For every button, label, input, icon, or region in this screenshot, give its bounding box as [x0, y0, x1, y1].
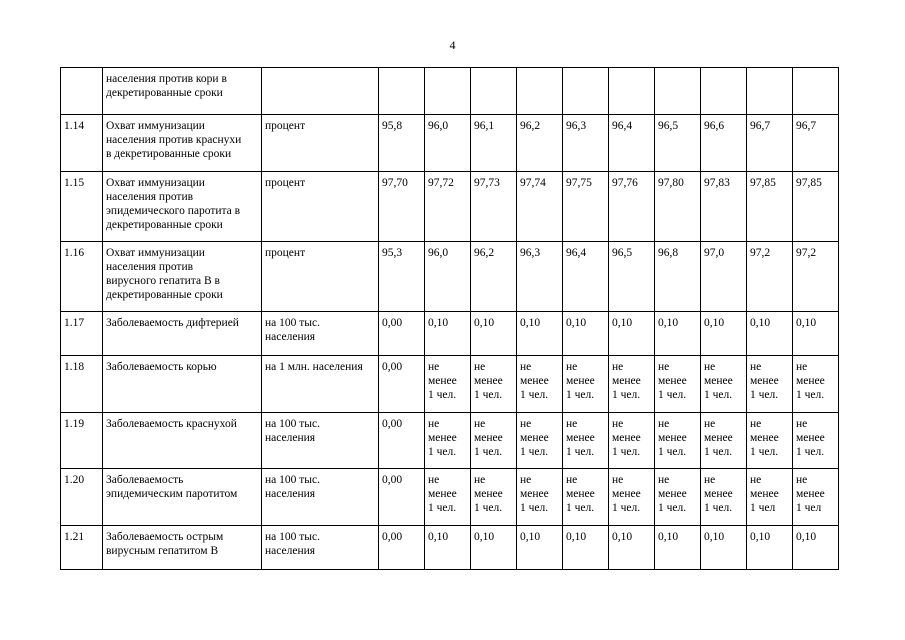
row-number-cell [61, 413, 103, 469]
unit-cell [262, 356, 379, 413]
value-cell-text: 97,72 [428, 177, 454, 189]
value-cell-text: 0,10 [566, 317, 587, 329]
value-cell-text: не менее 1 чел. [520, 418, 549, 458]
value-cell [425, 115, 471, 172]
value-cell-text: 96,3 [520, 247, 541, 259]
indicator-name-cell-text: Заболеваемость краснухой [106, 418, 237, 430]
value-cell [563, 312, 609, 356]
value-cell-text: не менее 1 чел. [520, 361, 549, 401]
row-number-cell-text: 1.15 [64, 177, 85, 189]
value-cell-text: 0,00 [382, 418, 403, 430]
value-cell-text: не менее 1 чел. [474, 474, 503, 514]
value-cell [701, 115, 747, 172]
indicator-name-cell [103, 68, 262, 115]
value-cell [609, 526, 655, 570]
row-number-cell-text: 1.16 [64, 247, 85, 259]
value-cell [563, 115, 609, 172]
unit-cell [262, 172, 379, 242]
value-cell [379, 68, 425, 115]
value-cell-text: 0,10 [520, 317, 541, 329]
value-cell [379, 526, 425, 570]
table-row [61, 356, 839, 413]
unit-cell [262, 526, 379, 570]
value-cell [471, 312, 517, 356]
row-number-cell [61, 526, 103, 570]
unit-cell-text: на 100 тыс. населения [265, 418, 320, 444]
value-cell [379, 115, 425, 172]
unit-cell-text: процент [265, 120, 306, 132]
indicator-name-cell-text: Заболеваемость эпидемическим паротитом [106, 474, 238, 500]
value-cell [563, 172, 609, 242]
value-cell-text: не менее 1 чел. [796, 418, 825, 458]
value-cell [609, 115, 655, 172]
indicator-name-cell-text: Заболеваемость дифтерией [106, 317, 239, 329]
table-row [61, 68, 839, 115]
value-cell-text: 0,10 [474, 317, 495, 329]
indicator-name-cell [103, 172, 262, 242]
row-number-cell [61, 242, 103, 312]
value-cell [609, 469, 655, 526]
table-row [61, 115, 839, 172]
value-cell [793, 172, 839, 242]
value-cell [517, 356, 563, 413]
row-number-cell-text: 1.19 [64, 418, 85, 430]
unit-cell-text: на 100 тыс. населения [265, 317, 320, 343]
value-cell [747, 242, 793, 312]
value-cell [793, 242, 839, 312]
value-cell-text: 96,0 [428, 247, 449, 259]
indicator-name-cell-text: Охват иммунизации населения против вирусного гепатита В в декретированные сроки [106, 247, 223, 301]
value-cell-text: 0,10 [612, 317, 633, 329]
value-cell [747, 356, 793, 413]
value-cell [793, 413, 839, 469]
value-cell-text: 0,10 [612, 531, 633, 543]
value-cell-text: 0,10 [704, 317, 725, 329]
value-cell-text: не менее 1 чел. [704, 361, 733, 401]
value-cell [517, 413, 563, 469]
value-cell-text: 0,10 [750, 317, 771, 329]
value-cell [655, 68, 701, 115]
value-cell-text: не менее 1 чел. [750, 361, 779, 401]
indicator-name-cell [103, 356, 262, 413]
value-cell-text: 95,3 [382, 247, 403, 259]
indicator-name-cell [103, 312, 262, 356]
row-number-cell-text: 1.17 [64, 317, 85, 329]
value-cell [471, 356, 517, 413]
indicator-name-cell [103, 526, 262, 570]
value-cell-text: 96,0 [428, 120, 449, 132]
value-cell [517, 242, 563, 312]
value-cell [655, 356, 701, 413]
value-cell-text: 0,10 [658, 317, 679, 329]
value-cell-text: не менее 1 чел. [704, 474, 733, 514]
value-cell-text: 96,7 [796, 120, 817, 132]
value-cell [471, 526, 517, 570]
value-cell [747, 312, 793, 356]
value-cell [471, 68, 517, 115]
value-cell-text: не менее 1 чел. [428, 418, 457, 458]
value-cell [701, 68, 747, 115]
value-cell-text: 0,00 [382, 317, 403, 329]
value-cell [471, 115, 517, 172]
indicator-name-cell-text: Охват иммунизации населения против краснухи в декретированные сроки [106, 120, 242, 160]
value-cell-text: 0,10 [750, 531, 771, 543]
value-cell-text: 96,4 [566, 247, 587, 259]
value-cell-text: не менее 1 чел. [566, 474, 595, 514]
value-cell [747, 526, 793, 570]
value-cell-text: 0,10 [658, 531, 679, 543]
value-cell-text: 96,1 [474, 120, 495, 132]
value-cell [379, 469, 425, 526]
value-cell-text: не менее 1 чел. [566, 418, 595, 458]
value-cell-text: не менее 1 чел. [474, 418, 503, 458]
value-cell-text: 96,7 [750, 120, 771, 132]
table-row [61, 469, 839, 526]
indicators-table [60, 67, 839, 570]
value-cell-text: не менее 1 чел. [750, 418, 779, 458]
value-cell-text: 97,2 [796, 247, 817, 259]
value-cell [517, 172, 563, 242]
unit-cell [262, 413, 379, 469]
value-cell [471, 242, 517, 312]
unit-cell-text: процент [265, 247, 306, 259]
value-cell-text: не менее 1 чел. [658, 418, 687, 458]
row-number-cell [61, 115, 103, 172]
value-cell [793, 312, 839, 356]
value-cell [563, 469, 609, 526]
value-cell [425, 413, 471, 469]
value-cell [793, 115, 839, 172]
value-cell-text: не менее 1 чел [796, 474, 825, 514]
value-cell [747, 68, 793, 115]
value-cell [655, 469, 701, 526]
value-cell-text: не менее 1 чел. [612, 418, 641, 458]
value-cell-text: не менее 1 чел [750, 474, 779, 514]
unit-cell-text: на 1 млн. населения [265, 361, 363, 373]
value-cell [471, 469, 517, 526]
value-cell-text: не менее 1 чел. [428, 361, 457, 401]
unit-cell [262, 68, 379, 115]
value-cell [793, 68, 839, 115]
unit-cell [262, 115, 379, 172]
value-cell-text: не менее 1 чел. [566, 361, 595, 401]
value-cell [379, 172, 425, 242]
row-number-cell-text: 1.18 [64, 361, 85, 373]
value-cell-text: 0,10 [796, 531, 817, 543]
value-cell [563, 356, 609, 413]
value-cell [793, 526, 839, 570]
value-cell [655, 242, 701, 312]
value-cell-text: 96,5 [658, 120, 679, 132]
row-number-cell [61, 312, 103, 356]
value-cell [425, 172, 471, 242]
value-cell-text: 0,10 [520, 531, 541, 543]
table-row [61, 172, 839, 242]
value-cell [609, 68, 655, 115]
value-cell-text: 96,8 [658, 247, 679, 259]
value-cell [701, 526, 747, 570]
indicator-name-cell [103, 115, 262, 172]
table-row [61, 242, 839, 312]
unit-cell-text: на 100 тыс. населения [265, 531, 320, 557]
value-cell [655, 526, 701, 570]
value-cell-text: не менее 1 чел. [612, 474, 641, 514]
unit-cell [262, 469, 379, 526]
value-cell-text: 0,10 [796, 317, 817, 329]
table-row [61, 526, 839, 570]
value-cell-text: 0,10 [428, 531, 449, 543]
value-cell-text: 0,00 [382, 361, 403, 373]
value-cell [655, 115, 701, 172]
indicator-name-cell-text: Заболеваемость острым вирусным гепатитом В [106, 531, 224, 557]
value-cell-text: 0,00 [382, 474, 403, 486]
indicator-name-cell [103, 413, 262, 469]
unit-cell [262, 242, 379, 312]
value-cell-text: не менее 1 чел. [796, 361, 825, 401]
value-cell-text: 96,2 [474, 247, 495, 259]
value-cell [655, 413, 701, 469]
value-cell [701, 242, 747, 312]
row-number-cell-text: 1.21 [64, 531, 85, 543]
value-cell [563, 242, 609, 312]
value-cell-text: 0,10 [704, 531, 725, 543]
value-cell [747, 172, 793, 242]
value-cell [425, 312, 471, 356]
value-cell-text: 97,75 [566, 177, 592, 189]
value-cell [379, 242, 425, 312]
value-cell [793, 469, 839, 526]
unit-cell-text: на 100 тыс. населения [265, 474, 320, 500]
value-cell-text: не менее 1 чел. [428, 474, 457, 514]
value-cell [701, 356, 747, 413]
row-number-cell-text: 1.20 [64, 474, 85, 486]
indicator-name-cell [103, 469, 262, 526]
value-cell-text: 95,8 [382, 120, 403, 132]
page-number: 4 [449, 38, 456, 52]
value-cell-text: 96,2 [520, 120, 541, 132]
value-cell-text: 96,4 [612, 120, 633, 132]
value-cell-text: 0,10 [474, 531, 495, 543]
value-cell [701, 172, 747, 242]
value-cell-text: 97,83 [704, 177, 730, 189]
value-cell [747, 115, 793, 172]
indicator-name-cell-text: Заболеваемость корью [106, 361, 217, 373]
value-cell [379, 356, 425, 413]
value-cell-text: 97,76 [612, 177, 638, 189]
row-number-cell [61, 469, 103, 526]
value-cell [609, 312, 655, 356]
unit-cell [262, 312, 379, 356]
unit-cell-text: процент [265, 177, 306, 189]
value-cell [379, 413, 425, 469]
indicator-name-cell-text: населения против кори в декретированные сроки [106, 73, 227, 99]
value-cell-text: 97,85 [796, 177, 822, 189]
value-cell [747, 469, 793, 526]
value-cell [425, 526, 471, 570]
row-number-cell [61, 68, 103, 115]
value-cell-text: 96,6 [704, 120, 725, 132]
table-row [61, 312, 839, 356]
row-number-cell [61, 172, 103, 242]
value-cell [563, 68, 609, 115]
table-row [61, 413, 839, 469]
value-cell [379, 312, 425, 356]
value-cell [701, 413, 747, 469]
value-cell [471, 172, 517, 242]
value-cell-text: 97,80 [658, 177, 684, 189]
value-cell [425, 469, 471, 526]
value-cell-text: 97,2 [750, 247, 771, 259]
value-cell-text: 97,0 [704, 247, 725, 259]
value-cell-text: 97,73 [474, 177, 500, 189]
value-cell [517, 312, 563, 356]
value-cell-text: 96,5 [612, 247, 633, 259]
value-cell [425, 242, 471, 312]
value-cell [609, 356, 655, 413]
value-cell [425, 68, 471, 115]
value-cell [701, 469, 747, 526]
value-cell-text: 0,10 [428, 317, 449, 329]
value-cell-text: не менее 1 чел. [612, 361, 641, 401]
value-cell [609, 172, 655, 242]
value-cell [517, 526, 563, 570]
value-cell [609, 242, 655, 312]
value-cell [517, 115, 563, 172]
value-cell [425, 356, 471, 413]
value-cell [655, 312, 701, 356]
value-cell-text: 97,70 [382, 177, 408, 189]
value-cell-text: 96,3 [566, 120, 587, 132]
value-cell [517, 68, 563, 115]
value-cell-text: 0,00 [382, 531, 403, 543]
value-cell [701, 312, 747, 356]
value-cell-text: 97,85 [750, 177, 776, 189]
value-cell [747, 413, 793, 469]
value-cell [793, 356, 839, 413]
row-number-cell-text: 1.14 [64, 120, 85, 132]
value-cell [609, 413, 655, 469]
row-number-cell [61, 356, 103, 413]
value-cell-text: не менее 1 чел. [474, 361, 503, 401]
value-cell-text: не менее 1 чел. [658, 474, 687, 514]
value-cell-text: не менее 1 чел. [520, 474, 549, 514]
value-cell-text: не менее 1 чел. [658, 361, 687, 401]
value-cell [517, 469, 563, 526]
value-cell [563, 526, 609, 570]
value-cell-text: не менее 1 чел. [704, 418, 733, 458]
indicator-name-cell [103, 242, 262, 312]
value-cell [563, 413, 609, 469]
value-cell-text: 0,10 [566, 531, 587, 543]
value-cell [471, 413, 517, 469]
value-cell-text: 97,74 [520, 177, 546, 189]
value-cell [655, 172, 701, 242]
indicator-name-cell-text: Охват иммунизации населения против эпидемического паротита в декретированные сроки [106, 177, 241, 231]
